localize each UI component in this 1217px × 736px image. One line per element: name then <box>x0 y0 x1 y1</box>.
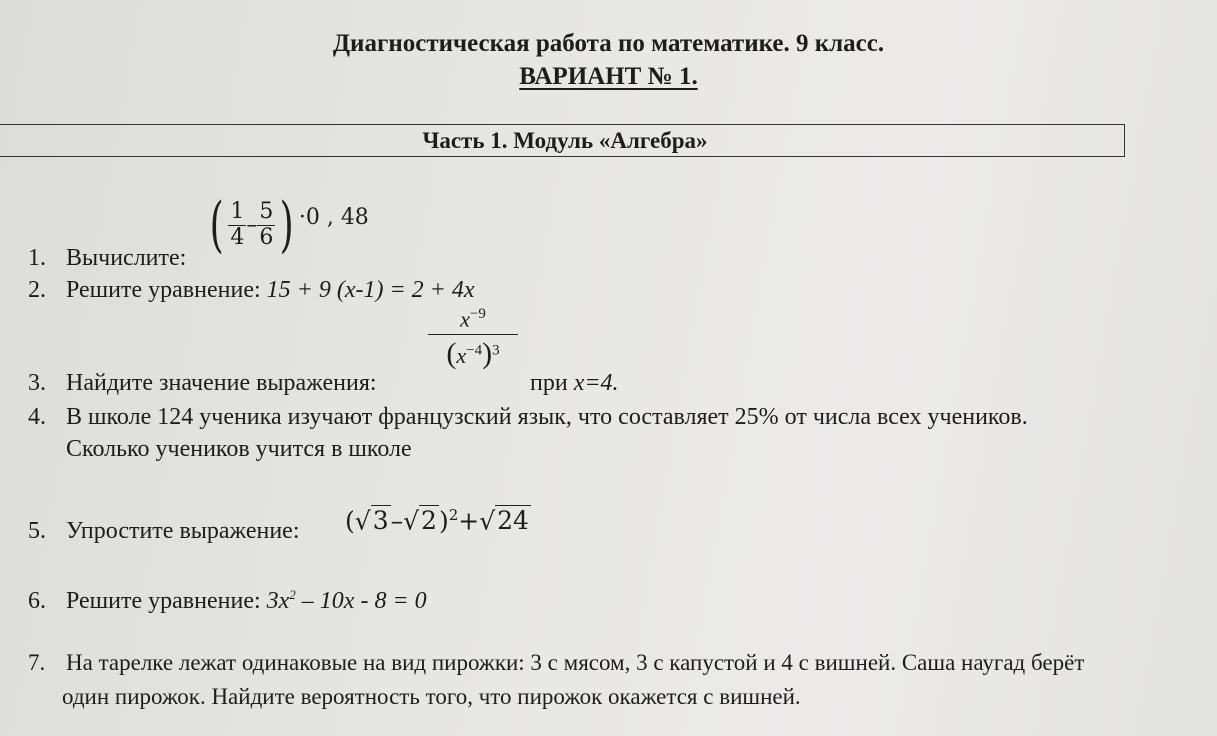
task-number: 6. <box>28 588 46 614</box>
task-text: Решите уравнение: <box>66 588 261 614</box>
fraction-five-sixths <box>257 200 275 249</box>
task-text: Решите уравнение: <box>66 277 261 303</box>
fraction-denominator: $(x^{-4})^3$ <box>446 337 500 371</box>
task-5 <box>28 518 299 545</box>
condition-word: при <box>530 370 568 396</box>
task-3-fraction <box>428 306 518 371</box>
radicand: 2 <box>421 506 437 536</box>
open-paren: ( <box>209 190 224 260</box>
exponent: −4 <box>466 343 483 359</box>
numerator: 1 <box>230 199 245 225</box>
task-text: Вычислите: <box>66 245 187 271</box>
part-heading: Часть 1. Модуль «Алгебра» <box>422 128 708 153</box>
equation <box>267 588 427 614</box>
task-text-line1: В школе 124 ученика изучают французский язык, что составляет 25% от числа всех учеников. <box>66 404 1028 430</box>
task-1-expression <box>205 190 369 260</box>
numerator: 5 <box>259 199 274 225</box>
task-6 <box>28 587 427 615</box>
fraction-numerator <box>428 306 518 335</box>
term: – 10x - 8 = 0 <box>295 588 427 614</box>
task-3-condition <box>530 370 619 397</box>
task-number: 7. <box>28 650 46 675</box>
condition-value: x=4. <box>573 370 619 396</box>
task-text: Упростите выражение: <box>66 518 300 544</box>
task-1 <box>28 245 186 272</box>
denominator: 4 <box>230 224 245 250</box>
task-text: Найдите значение выражения: <box>66 370 377 396</box>
exponent: −9 <box>469 306 486 322</box>
task-7-line2: один пирожок. Найдите вероятность того, что пирожок окажется с вишней. <box>62 684 801 709</box>
radicand: 3 <box>372 506 389 536</box>
variable-x: x <box>456 343 467 369</box>
radicand: 24 <box>497 506 529 536</box>
task-number: 5. <box>28 518 46 544</box>
task-number: 3. <box>28 370 46 396</box>
task-5-expression: $(√3-√2)^2+√24$ <box>345 506 529 536</box>
fraction-one-quarter <box>228 200 246 249</box>
exponent: 3 <box>492 343 500 359</box>
equation: 15 + 9 (x-1) = 2 + 4x <box>266 277 475 303</box>
task-4 <box>28 404 1028 431</box>
task-7 <box>28 650 1084 676</box>
task-3 <box>28 370 377 397</box>
denominator: 6 <box>259 224 274 250</box>
task-text-line1: На тарелке лежат одинаковые на вид пирожки: 3 с мясом, 3 с капустой и 4 с вишней. Саша наугад берёт <box>66 650 1085 675</box>
close-paren: ) <box>280 190 295 260</box>
variant-heading <box>0 63 1217 91</box>
multiplier: ·0 , 48 <box>298 205 369 230</box>
task-number: 4. <box>28 404 46 430</box>
minus-sign: – <box>246 212 258 238</box>
exponent: 2 <box>289 587 296 602</box>
variable-x: x <box>460 306 470 332</box>
variant-label: ВАРИАНТ № 1. <box>519 63 698 90</box>
exponent: 2 <box>448 506 459 524</box>
task-number: 1. <box>28 245 46 271</box>
task-number: 2. <box>28 277 46 303</box>
task-4-line2: Сколько учеников учится в школе <box>66 436 412 462</box>
task-2 <box>28 277 475 304</box>
document-title: Диагностическая работа по математике. 9 класс. <box>332 30 885 57</box>
term: 3x <box>266 588 290 614</box>
